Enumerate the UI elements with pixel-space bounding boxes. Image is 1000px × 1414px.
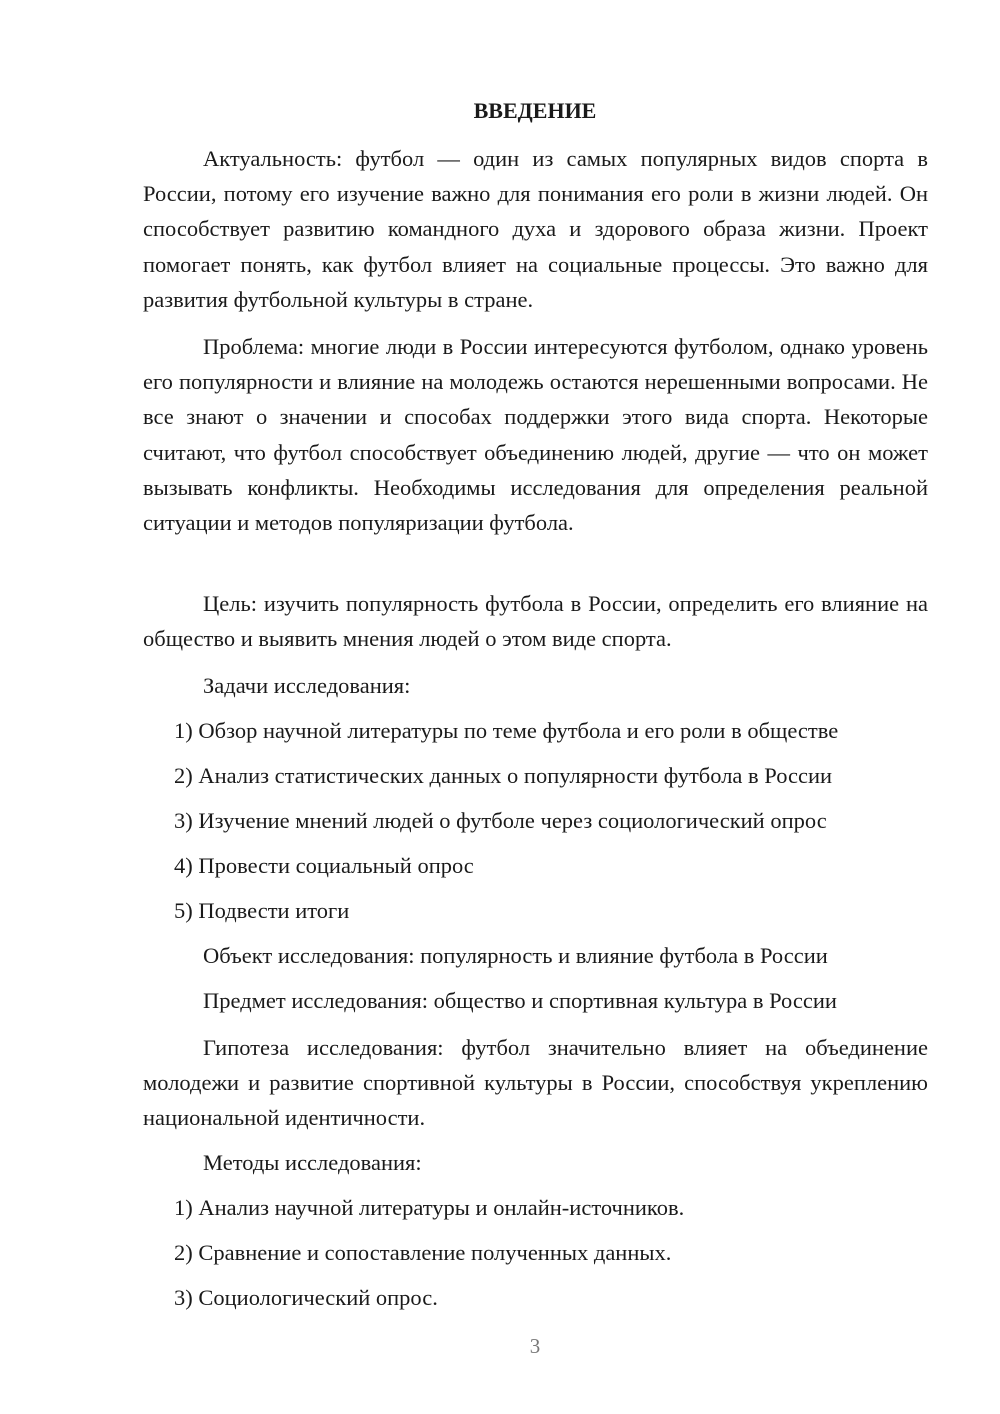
methods-title: Методы исследования: — [203, 1150, 422, 1175]
method-item: 2) Сравнение и сопоставление полученных данных. — [174, 1240, 672, 1265]
page-number: 3 — [529, 1334, 541, 1358]
object-line: Объект исследования: популярность и влияние футбола в России — [203, 943, 828, 968]
task-item: 5) Подвести итоги — [174, 898, 350, 923]
method-item: 3) Социологический опрос. — [174, 1285, 438, 1310]
problem-paragraph: Проблема: многие люди в России интересуются футболом, однако уровень его популярности и влияние на молодежь остаются нерешенными вопросами. Не все знают о значении и способах поддержки этого вида спорта. Некоторые считают, что футбол способствует объединению людей, другие — что он может вызывать конфликты. Необходимы исследования для определения реальной ситуации и методов популяризации футбола. — [143, 334, 928, 536]
task-item: 2) Анализ статистических данных о популярности футбола в России — [174, 763, 833, 788]
tasks-title: Задачи исследования: — [203, 673, 411, 698]
task-item: 1) Обзор научной литературы по теме футбола и его роли в обществе — [174, 718, 839, 743]
goal-paragraph: Цель: изучить популярность футбола в России, определить его влияние на общество и выявить мнения людей о этом виде спорта. — [143, 591, 928, 652]
subject-line: Предмет исследования: общество и спортивная культура в России — [203, 988, 837, 1013]
page-title: ВВЕДЕНИЕ — [473, 98, 597, 123]
method-item: 1) Анализ научной литературы и онлайн-источников. — [174, 1195, 685, 1220]
task-item: 3) Изучение мнений людей о футболе через социологический опрос — [174, 808, 827, 833]
relevance-paragraph: Актуальность: футбол — один из самых популярных видов спорта в России, потому его изучение важно для понимания его роли в жизни людей. Он способствует развитию командного духа и здорового образа жизни. Проект помогает понять, как футбол влияет на социальные процессы. Это важно для развития футбольной культуры в стране. — [143, 146, 928, 312]
task-item: 4) Провести социальный опрос — [174, 853, 474, 878]
hypothesis-paragraph: Гипотеза исследования: футбол значительно влияет на объединение молодежи и развитие спортивной культуры в России, способствуя укреплению национальной идентичности. — [143, 1035, 928, 1131]
